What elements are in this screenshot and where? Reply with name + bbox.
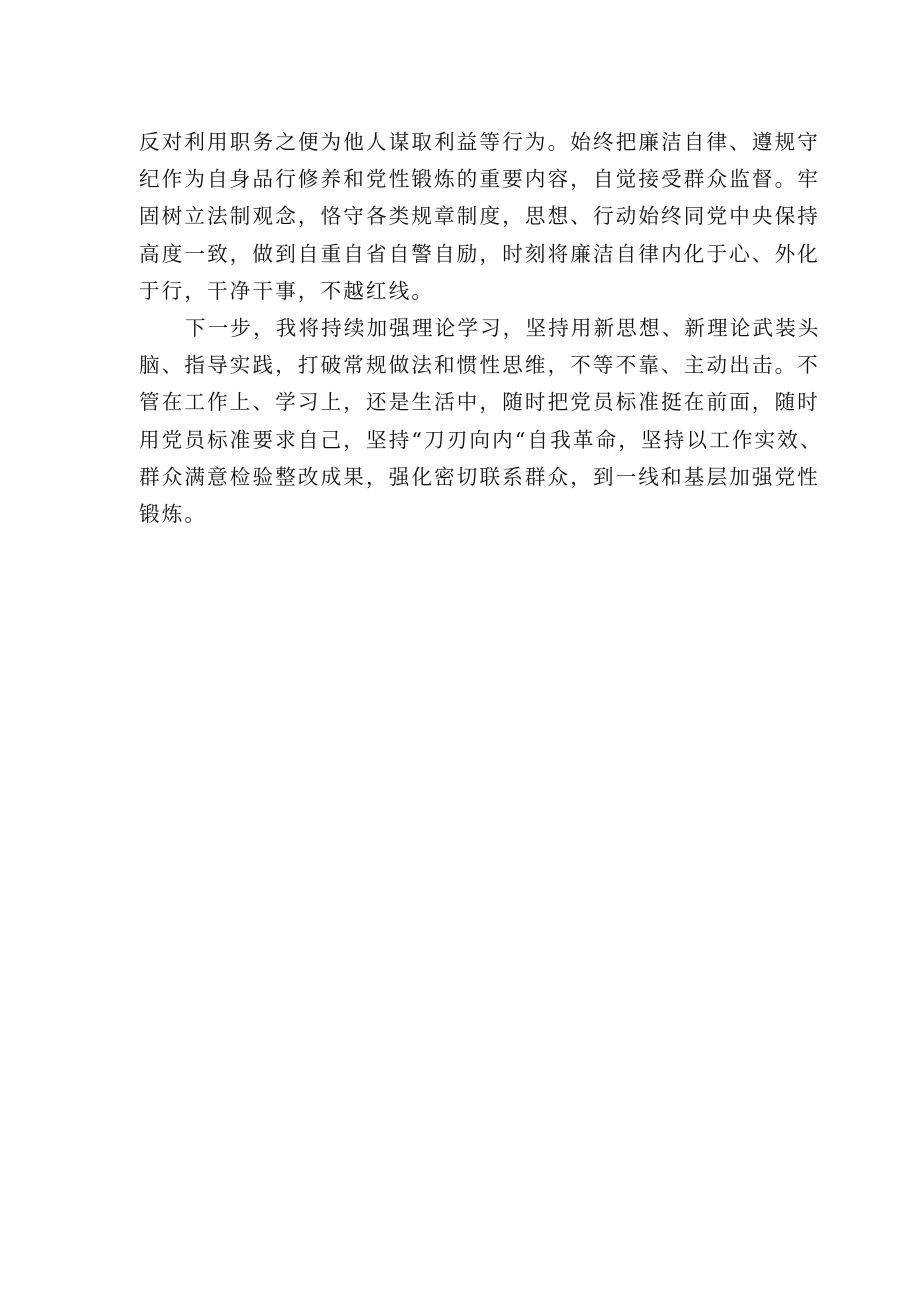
paragraph-1	[139, 124, 820, 310]
text-line-first-indented: 下一步，我将持续加强理论学习，坚持用新思想、新理论武装头	[185, 315, 821, 340]
text-line: 管在工作上、学习上，还是生活中，随时把党员标准挺在前面，随时	[139, 390, 820, 415]
text-line: 群众满意检验整改成果，强化密切联系群众，到一线和基层加强党性	[139, 464, 820, 489]
text-line: 于行，干净干事，不越红线。	[139, 278, 435, 303]
text-line: 高度一致，做到自重自省自警自励，时刻将廉洁自律内化于心、外化	[139, 241, 820, 266]
text-line: 固树立法制观念，恪守各类规章制度，思想、行动始终同党中央保持	[139, 204, 820, 229]
document-body	[139, 124, 823, 533]
text-line: 锻炼。	[139, 501, 208, 526]
text-line: 脑、指导实践，打破常规做法和惯性思维，不等不靠、主动出击。不	[139, 353, 820, 378]
text-line: 反对利用职务之便为他人谋取利益等行为。始终把廉洁自律、遵规守	[139, 130, 820, 154]
text-line: 纪作为自身品行修养和党性锻炼的重要内容，自觉接受群众监督。牢	[139, 167, 820, 192]
text-line: 用党员标准要求自己，坚持“刀刃向内“自我革命，坚持以工作实效、	[139, 427, 823, 452]
paragraph-2	[139, 310, 823, 533]
